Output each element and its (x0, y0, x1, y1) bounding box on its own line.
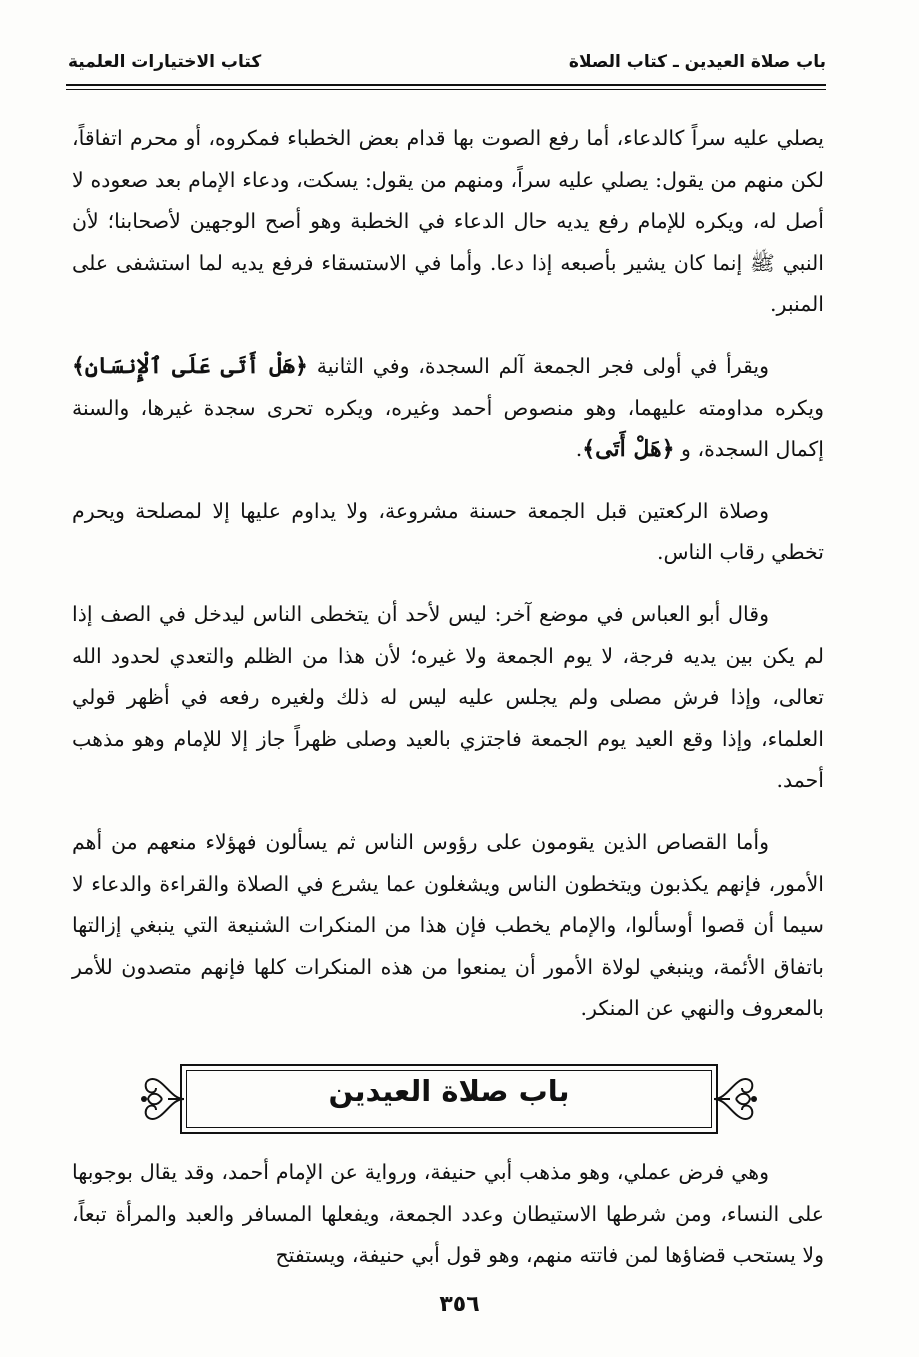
section-title: باب صلاة العيدين (328, 1074, 570, 1108)
quran-verse-2: ﴿هَلْ أَتَى﴾ (582, 436, 675, 463)
paragraph-3: وصلاة الركعتين قبل الجمعة حسنة مشروعة، ولا يداوم عليها إلا لمصلحة ويحرم تخطي رقاب الناس. (72, 498, 824, 565)
running-header (68, 52, 826, 78)
paragraph-4: وقال أبو العباس في موضع آخر: ليس لأحد أن يتخطى الناس ليدخل في الصف إذا لم يكن بين يديه فرجة، لا يوم الجمعة ولا غيره؛ لأن هذا من الظلم والتعدي لحدود الله تعالى، وإذا فرش مصلى ولم يجلس عليه ليس له ذلك ولغيره رفعه في أظهر قولي العلماء، وإذا وقع العيد يوم الجمعة فاجتزي بالعيد وصلى ظهراً جاز إلا للإمام وهو مذهب أحمد. (72, 601, 824, 793)
paragraph-2 (72, 346, 824, 471)
right-ornament-icon (712, 1066, 760, 1132)
paragraph-5: وأما القصاص الذين يقومون على رؤوس الناس ثم يسألون فهؤلاء منعهم من أهم الأمور، فإنهم يكذبون ويتخطون الناس ويشغلون عما يشرع في الصلاة والقراءة والدعاء لا سيما أن قصوا أوسألوا، والإمام يخطب فإن هذا من المنكرات الشنيعة التي ينبغي إزالتها باتفاق الأئمة، وينبغي لولاة الأمور أن يمنعوا من هذه المنكرات كلها فإنهم متصدون للأمر بالمعروف والنهي عن المنكر. (72, 829, 824, 1021)
header-rule-thick (66, 84, 826, 86)
paragraph-2-text-a: ويقرأ في أولى فجر الجمعة آلم السجدة، وفي الثانية (307, 353, 769, 378)
section-text (72, 1152, 824, 1297)
quran-verse-1: ﴿هَلْ أَتَى عَلَى ٱلْإِنسَانِ﴾ (72, 352, 308, 379)
section-paragraph: وهي فرض عملي، وهو مذهب أبي حنيفة، ورواية عن الإمام أحمد، وقد يقال بوجوبها على النساء، ومن شرطها الاستيطان وعدد الجمعة، ويفعلها المسافر والعبد والمرأة تبعاً، ولا يستحب قضاؤها لمن فاتته منهم، وهو قول أبي حنيفة، ويستفتح (72, 1160, 824, 1268)
paragraph-2-text-c: . (575, 437, 583, 462)
header-rule-thin (66, 89, 826, 90)
paragraph-2-text-b: ويكره مداومته عليهما، وهو منصوص أحمد وغيره، ويكره تحرى سجدة غيرها، والسنة إكمال السجدة، و (72, 395, 824, 462)
section-title-box (138, 1060, 760, 1138)
page-number: ٣٥٦ (439, 1292, 480, 1317)
header-chapter-title: باب صلاة العيدين ـ كتاب الصلاة (568, 52, 826, 72)
main-text (72, 118, 824, 1050)
paragraph-1: يصلي عليه سراً كالدعاء، أما رفع الصوت بها قدام بعض الخطباء فمكروه، أو محرم اتفاقاً، لكن منهم من يقول: يصلي عليه سراً، ومنهم من يقول: يسكت، ودعاء الإمام بعد صعوده لا أصل له، ويكره للإمام رفع يديه حال الدعاء في الخطبة وهو أصح الوجهين لأصحابنا؛ لأن النبي ﷺ إنما كان يشير بأصبعه إذا دعا. وأما في الاستسقاء فرفع يديه لما استشفى على المنبر. (72, 126, 824, 317)
header-book-title: كتاب الاختيارات العلمية (68, 52, 262, 72)
